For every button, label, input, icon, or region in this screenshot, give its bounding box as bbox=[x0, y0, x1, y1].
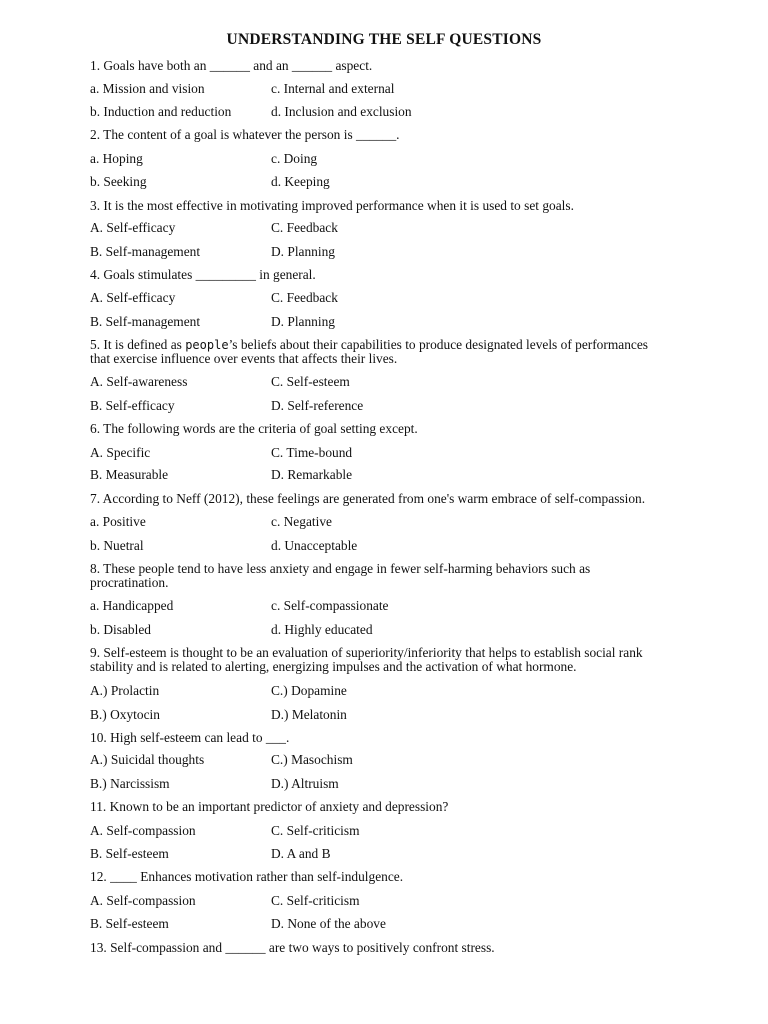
q12-option-c: C. Self-criticism bbox=[271, 893, 360, 908]
q2-option-a: a. Hoping bbox=[90, 151, 143, 166]
q5-option-b: B. Self-efficacy bbox=[90, 398, 175, 413]
q11-option-d: D. A and B bbox=[271, 846, 331, 861]
question-4: 4. Goals stimulates _________ in general. bbox=[90, 267, 316, 282]
q5-option-a: A. Self-awareness bbox=[90, 374, 188, 389]
q4-option-b: B. Self-management bbox=[90, 314, 201, 329]
q4-option-d: D. Planning bbox=[271, 314, 335, 329]
q3-option-a: A. Self-efficacy bbox=[90, 220, 176, 235]
q6-option-a: A. Specific bbox=[90, 445, 151, 460]
question-5 bbox=[90, 338, 670, 366]
q8-option-a: a. Handicapped bbox=[90, 598, 174, 613]
q1-option-d: d. Inclusion and exclusion bbox=[271, 104, 412, 119]
page-title: UNDERSTANDING THE SELF QUESTIONS bbox=[226, 31, 542, 48]
q2-option-c: c. Doing bbox=[271, 151, 318, 166]
q8-option-b: b. Disabled bbox=[90, 622, 151, 637]
q3-option-b: B. Self-management bbox=[90, 244, 201, 259]
q2-option-d: d. Keeping bbox=[271, 174, 330, 189]
q8-option-c: c. Self-compassionate bbox=[271, 598, 389, 613]
question-5-text-end: ’s beliefs about their capabilities to produce designated levels of performances that exercise influence over events that affects their lives. bbox=[90, 337, 648, 366]
q2-option-b: b. Seeking bbox=[90, 174, 147, 189]
q10-option-b: B.) Narcissism bbox=[90, 776, 170, 791]
q4-option-a: A. Self-efficacy bbox=[90, 290, 176, 305]
question-5-text-start: 5. It is defined as bbox=[90, 337, 186, 352]
question-13: 13. Self-compassion and ______ are two ways to positively confront stress. bbox=[90, 940, 495, 955]
question-8: 8. These people tend to have less anxiety and engage in fewer self-harming behaviors such as procratination. bbox=[90, 561, 591, 590]
question-11: 11. Known to be an important predictor of anxiety and depression? bbox=[90, 799, 449, 814]
q8-option-d: d. Highly educated bbox=[271, 622, 373, 637]
question-12: 12. ____ Enhances motivation rather than self-indulgence. bbox=[90, 869, 404, 884]
q7-option-d: d. Unacceptable bbox=[271, 538, 358, 553]
q9-option-b: B.) Oxytocin bbox=[90, 707, 160, 722]
q12-option-d: D. None of the above bbox=[271, 916, 386, 931]
q3-option-c: C. Feedback bbox=[271, 220, 338, 235]
q10-option-d: D.) Altruism bbox=[271, 776, 339, 791]
q10-option-a: A.) Suicidal thoughts bbox=[90, 752, 205, 767]
question-10: 10. High self-esteem can lead to ___. bbox=[90, 730, 290, 745]
q7-option-c: c. Negative bbox=[271, 514, 332, 529]
question-9: 9. Self-esteem is thought to be an evaluation of superiority/inferiority that helps to establish social rank stability and is related to alerting, energizing impulses and the activation of what hormone. bbox=[90, 645, 643, 674]
q12-option-a: A. Self-compassion bbox=[90, 893, 196, 908]
q9-option-a: A.) Prolactin bbox=[90, 683, 160, 698]
q10-option-c: C.) Masochism bbox=[271, 752, 353, 767]
q11-option-c: C. Self-criticism bbox=[271, 823, 360, 838]
q11-option-b: B. Self-esteem bbox=[90, 846, 169, 861]
question-6: 6. The following words are the criteria of goal setting except. bbox=[90, 421, 418, 436]
q5-option-d: D. Self-reference bbox=[271, 398, 364, 413]
q11-option-a: A. Self-compassion bbox=[90, 823, 196, 838]
q6-option-b: B. Measurable bbox=[90, 467, 169, 482]
q1-option-b: b. Induction and reduction bbox=[90, 104, 232, 119]
q7-option-b: b. Nuetral bbox=[90, 538, 144, 553]
question-3: 3. It is the most effective in motivating improved performance when it is used to set goals. bbox=[90, 198, 574, 213]
q5-option-c: C. Self-esteem bbox=[271, 374, 350, 389]
q6-option-d: D. Remarkable bbox=[271, 467, 353, 482]
q7-option-a: a. Positive bbox=[90, 514, 146, 529]
q9-option-c: C.) Dopamine bbox=[271, 683, 347, 698]
q1-option-c: c. Internal and external bbox=[271, 81, 395, 96]
q12-option-b: B. Self-esteem bbox=[90, 916, 169, 931]
q1-option-a: a. Mission and vision bbox=[90, 81, 205, 96]
q3-option-d: D. Planning bbox=[271, 244, 335, 259]
question-1: 1. Goals have both an ______ and an ______ aspect. bbox=[90, 58, 373, 73]
q4-option-c: C. Feedback bbox=[271, 290, 338, 305]
q6-option-c: C. Time-bound bbox=[271, 445, 353, 460]
question-2: 2. The content of a goal is whatever the person is ______. bbox=[90, 127, 400, 142]
question-5-word-people: people bbox=[185, 338, 229, 352]
q9-option-d: D.) Melatonin bbox=[271, 707, 347, 722]
question-7: 7. According to Neff (2012), these feelings are generated from one's warm embrace of self-compassion. bbox=[90, 491, 646, 506]
